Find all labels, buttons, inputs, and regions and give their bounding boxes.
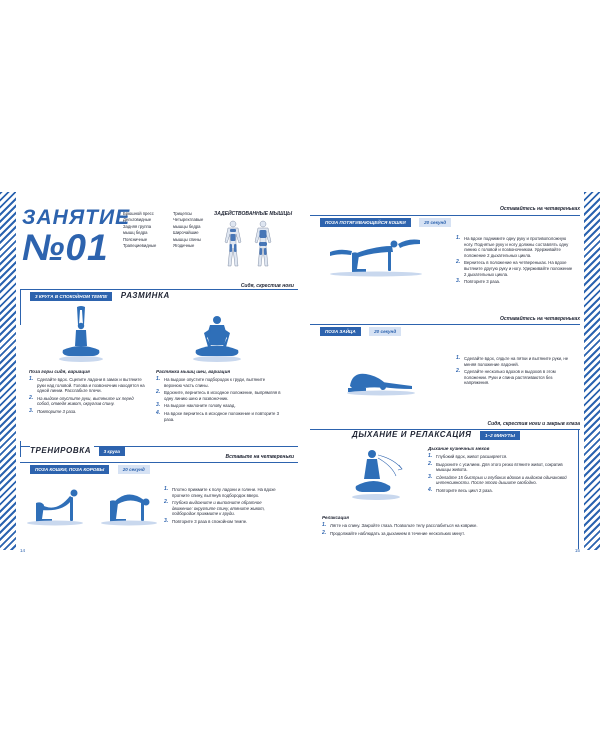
pose1-heading: Поза горы сидя, вариация [29,369,90,374]
warmup-side-rule [20,289,21,325]
list-item [456,260,574,277]
training-tag: 3 круга [99,447,125,456]
cat-cow-position: Вставьте на четвереньки [225,454,294,460]
training-title: ТРЕНИРОВКА [30,446,94,455]
training-header [30,440,125,458]
lesson-title-number: №01 [22,227,109,268]
neck-stretch-pose-icon [192,308,242,364]
breathing-title: ДЫХАНИЕ И РЕЛАКСАЦИЯ [348,430,476,439]
list-item [164,487,282,498]
muscles-list-1 [123,211,169,249]
warmup-position: Сидя, скрестив ноги [240,283,294,289]
hare-pose-icon [346,366,416,396]
step-number: 2. [456,259,461,266]
muscle-item: Широчайшие [173,230,199,236]
step-number: 1. [322,522,327,528]
muscle-item: Задняя группа [123,223,152,229]
pose1-block [29,369,147,417]
muscle-item: мышцы бедра [173,223,201,229]
relaxation-heading: Релаксация [322,515,349,520]
list-item [322,531,562,537]
list-item [156,411,284,422]
step-text: Повторите 3 раза в спокойном темпе. [172,518,248,524]
step-number: 3. [456,278,461,285]
muscle-item: Трицепсы [173,211,193,216]
list-item [456,356,574,367]
lesson-title-word: ЗАНЯТИЕ [22,206,131,229]
seated-mountain-pose-icon [58,306,104,364]
training-side-rule [20,441,21,457]
pose2-heading: Растяжка мышц шеи, вариация [156,369,231,374]
stretching-cat-steps [456,236,574,285]
step-number: 2. [29,394,34,401]
list-item [164,519,282,525]
muscle-item: Дельтовидные [123,217,152,223]
breathing-steps [428,454,568,494]
step-text: Продолжайте наблюдать за дыханием в течение нескольких минут. [330,530,465,536]
relaxation-block [322,515,562,538]
list-item [428,462,568,473]
breathing-position: Сидя, скрестив ноги и закрыв глаза [487,421,580,427]
step-text: Плотно прижмите к полу ладони и голени. На вдохе прогните спину, вытянув подбородок вверх. [172,487,276,498]
step-text: Сделайте несколько вдохов и выдохов в этом положении. Руки и спина растягиваются без напряжения. [464,369,556,386]
hare-pose-block [456,356,574,388]
muscle-item: Брюшной пресс [123,211,154,216]
list-item [456,236,574,258]
left-hatch-border [0,192,16,550]
step-text: Вернитесь в положение на четвереньках. На вдохе вытяните другую руку и ногу. Удерживайте положение 2 дыхательных цикла. [464,260,573,277]
book-spread [16,192,584,562]
warmup-title: РАЗМИНКА [117,291,174,300]
step-text: На выдохе опустите руки, вытяните их перед собой, отведя живот, округлив спину. [37,395,134,407]
cow-pose-icon [26,488,84,526]
list-item [156,390,284,401]
step-text: На вдохе вернитесь в исходное положение и повторите 3 раза. [164,410,280,422]
muscle-item: мышц бедра [123,230,148,236]
step-text: На вдохе поднимите одну руку и противоположную ногу. Поднятые руку и ногу должны составлять одну линию с головой и позвоночником. Удерживайте положение 2 дыхательных цикла. [464,236,569,258]
list-item [428,488,568,494]
pose1-steps [29,377,147,415]
step-number: 3. [428,473,433,480]
step-text: Повторите 3 раза. [464,279,501,285]
cat-cow-steps [164,487,282,525]
stretching-cat-time: 20 секунд [419,218,451,227]
hare-pose-steps [456,356,574,386]
warmup-tag: 3 КРУГА В СПОКОЙНОМ ТЕМПЕ [30,292,112,301]
pose2-block [156,369,284,424]
step-number: 2. [164,499,169,506]
step-number: 1. [456,355,461,361]
muscle-item: Четырехглавые [173,217,204,223]
list-item [456,369,574,386]
relaxation-steps [322,523,562,536]
cat-cow-time: 20 секунд [118,465,150,474]
right-page [308,192,584,562]
cat-cow-tag: ПОЗА КОШКИ, ПОЗА КОРОВЫ [30,465,109,474]
stretching-cat-tag: ПОЗА ПОТЯГИВАЮЩЕЙСЯ КОШКИ [320,218,411,227]
stretching-cat-block [456,236,574,287]
cat-cow-block [164,487,282,527]
step-text: На выдохе опустите подбородок к груди, вытяните верхнюю часть спины. [164,377,266,388]
step-text: Выдохните с усилием. Для этого резко втяните живот, сократив мышцы живота. [436,461,563,473]
step-text: Вдохните, вернитесь в исходное положение, выпрямляя в одну линию шею и позвоночник. [164,390,281,401]
lesson-title [22,206,130,266]
step-number: 3. [29,407,34,414]
step-number: 1. [29,376,34,382]
step-number: 4. [428,486,433,493]
warmup-header [30,285,174,303]
list-item [29,396,147,407]
left-page [16,192,300,562]
page-number-right: 15 [574,548,580,553]
list-item [322,523,562,529]
step-number: 2. [456,368,461,375]
step-text: Сделайте вдох. Сцепите ладони в замок и вытяните руки над головой. Голова и позвоночник находятся на одной линии. Расслабьте плечи. [37,377,145,394]
hare-pose-position: Оставайтесь на четвереньках [499,316,580,322]
muscle-item: Поясничные [123,236,148,242]
step-number: 1. [428,453,433,459]
breathing-tag: 1–2 МИНУТЫ [480,431,520,440]
step-text: Повторите весь цикл 2 раза. [436,487,493,493]
anatomy-figures-icon [219,220,281,268]
step-number: 1. [164,486,169,492]
pose2-steps [156,377,284,422]
hare-pose-header [320,320,401,338]
step-number: 1. [156,376,161,382]
step-number: 2. [322,529,327,536]
step-number: 2. [156,389,161,396]
breathing-heading: Дыхание кузнечных мехов [428,446,490,451]
step-number: 3. [156,402,161,409]
step-number: 1. [456,235,461,241]
list-item [456,279,574,285]
right-hatch-border [584,192,600,550]
list-item [29,409,147,415]
stretching-cat-pose-icon [328,236,424,278]
list-item [428,475,568,486]
breathing-block [428,446,568,496]
muscles-heading: ЗАДЕЙСТВОВАННЫЕ МЫШЦЫ [214,211,293,217]
hare-pose-tag: ПОЗА ЗАЙЦА [320,327,361,336]
page-number-left: 14 [20,548,26,553]
list-item [428,454,568,460]
muscle-item: Трапециевидные [123,243,157,249]
bellows-breathing-icon [352,446,412,504]
step-text: Глубоко выдохните и выполните обратное движение: округлите спину, втяните живот, подбородок прижмите к груди. [172,500,265,517]
cat-pose-icon [100,488,158,526]
step-text: Повторите 3 раза. [37,408,77,414]
hare-pose-time: 20 секунд [369,327,401,336]
list-item [164,500,282,517]
step-number: 3. [164,517,169,524]
step-text: На выдохе наклоните голову назад. [164,403,236,409]
list-item [156,377,284,388]
stretching-cat-header [320,211,451,229]
breathing-side-rule [578,429,579,549]
muscles-list-2 [173,211,219,249]
step-text: Сделайте вдох, сядьте на пятки и вытяните руки, не меняя положение ладоней. [464,356,569,367]
step-number: 4. [156,409,161,416]
step-number: 2. [428,460,433,467]
list-item [156,403,284,409]
step-text: Сделайте 15 быстрых и глубоких вдохов и выдохов одинаковой интенсивности. После этого дышите свободно. [436,474,567,486]
cat-cow-header [30,458,150,476]
step-text: Лягте на спину. Закройте глаза. Позвольте телу расслабиться на коврике. [330,523,478,528]
list-item [29,377,147,394]
muscle-item: мышцы спины [173,236,201,242]
stretching-cat-position: Оставайтесь на четвереньках [499,206,580,212]
step-text: Глубокий вдох, живот расширяется. [436,454,508,459]
muscle-item: Ягодичные [173,243,195,249]
